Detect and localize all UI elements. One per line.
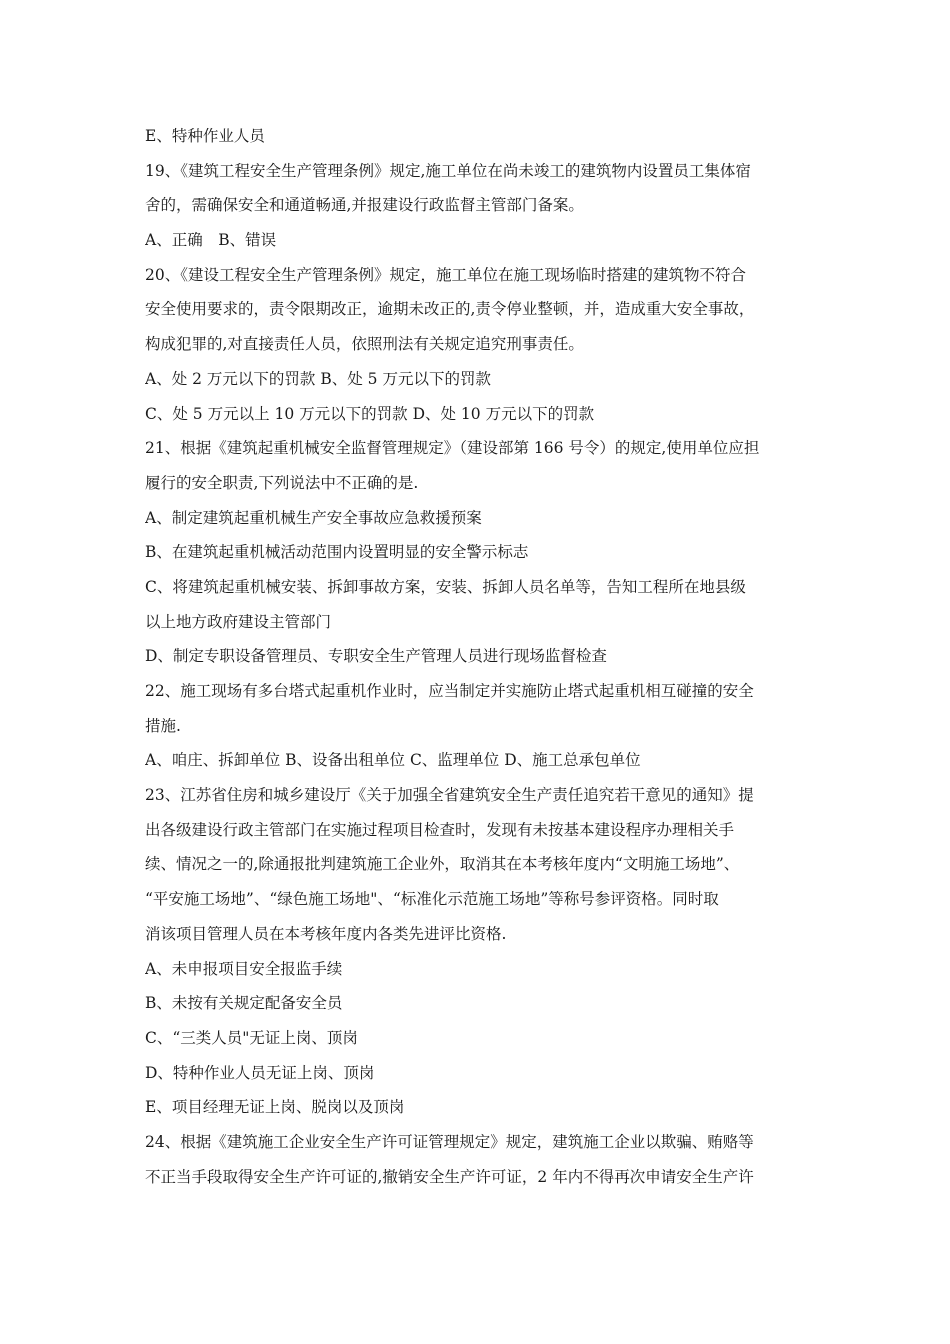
option-line: A、正确 B、错误 bbox=[145, 231, 277, 250]
question-line: 履行的安全职责,下列说法中不正确的是. bbox=[145, 473, 419, 492]
question-line: 21、根据《建筑起重机械安全监督管理规定》（建设部第 166 号令）的规定,使用单位应担 bbox=[145, 439, 760, 458]
question-line: 24、根据《建筑施工企业安全生产许可证管理规定》规定，建筑施工企业以欺骗、贿赂等 bbox=[145, 1132, 754, 1151]
option-line: C、将建筑起重机械安装、拆卸事故方案，安装、拆卸人员名单等，告知工程所在地县级 bbox=[145, 577, 746, 596]
option-line: E、项目经理无证上岗、脱岗以及顶岗 bbox=[145, 1098, 405, 1117]
question-line: 消该项目管理人员在本考核年度内各类先进评比资格. bbox=[145, 924, 507, 943]
option-line: C、“三类人员"无证上岗、顶岗 bbox=[145, 1028, 358, 1047]
option-line: D、特种作业人员无证上岗、顶岗 bbox=[145, 1063, 375, 1082]
question-line: 安全使用要求的，责令限期改正，逾期未改正的,责令停业整顿，并，造成重大安全事故， bbox=[145, 300, 755, 319]
question-line: 续、情况之一的,除通报批判建筑施工企业外，取消其在本考核年度内“文明施工场地”、 bbox=[145, 855, 740, 874]
option-line: A、咱庄、拆卸单位 B、设备出租单位 C、监理单位 D、施工总承包单位 bbox=[145, 751, 641, 770]
option-line: 以上地方政府建设主管部门 bbox=[145, 612, 332, 631]
text-column bbox=[145, 119, 810, 1194]
option-line: B、在建筑起重机械活动范围内设置明显的安全警示标志 bbox=[145, 543, 529, 562]
question-line: “平安施工场地”、“绿色施工场地"、“标准化示范施工场地”等称号参评资格。同时取 bbox=[145, 890, 719, 909]
question-line: 20、《建设工程安全生产管理条例》规定，施工单位在施工现场临时搭建的建筑物不符合 bbox=[145, 265, 746, 284]
option-line: A、未申报项目安全报监手续 bbox=[145, 959, 343, 978]
question-line: 构成犯罪的,对直接责任人员，依照刑法有关规定追究刑事责任。 bbox=[145, 335, 584, 354]
question-line: 22、施工现场有多台塔式起重机作业时，应当制定并实施防止塔式起重机相互碰撞的安全 bbox=[145, 682, 754, 700]
question-line: 舍的，需确保安全和通道畅通,并报建设行政监督主管部门备案。 bbox=[145, 196, 584, 215]
question-line: 出各级建设行政主管部门在实施过程项目检查时，发现有未按基本建设程序办理相关手 bbox=[145, 820, 735, 839]
option-line: B、未按有关规定配备安全员 bbox=[145, 994, 343, 1013]
question-line: 19、《建筑工程安全生产管理条例》规定,施工单位在尚未竣工的建筑物内设置员工集体宿 bbox=[145, 161, 751, 180]
option-line: A、处 2 万元以下的罚款 B、处 5 万元以下的罚款 bbox=[145, 369, 491, 388]
option-line: E、特种作业人员 bbox=[145, 127, 265, 145]
option-line: A、制定建筑起重机械生产安全事故应急救援预案 bbox=[145, 508, 482, 527]
question-line: 不正当手段取得安全生产许可证的,撤销安全生产许可证，2 年内不得再次申请安全生产许 bbox=[145, 1167, 754, 1186]
question-line: 措施. bbox=[145, 716, 181, 735]
question-line: 23、江苏省住房和城乡建设厅《关于加强全省建筑安全生产责任追究若干意见的通知》提 bbox=[145, 786, 754, 805]
option-line: C、处 5 万元以上 10 万元以下的罚款 D、处 10 万元以下的罚款 bbox=[145, 404, 595, 423]
option-line: D、制定专职设备管理员、专职安全生产管理人员进行现场监督检查 bbox=[145, 647, 607, 666]
